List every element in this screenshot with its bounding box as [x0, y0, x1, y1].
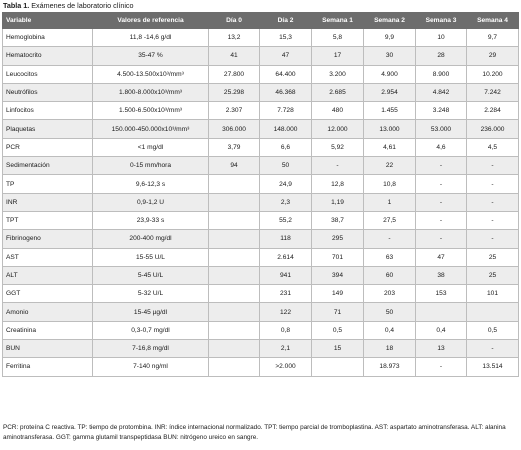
value-cell: 5,92 [312, 138, 364, 156]
table-row [3, 193, 519, 211]
value-cell: 25 [467, 266, 519, 284]
value-cell: 7.242 [467, 83, 519, 101]
value-cell: 4,61 [364, 138, 416, 156]
value-cell: - [467, 193, 519, 211]
reference-cell: 4.500-13.500x10³/mm³ [93, 65, 209, 83]
table-row [3, 47, 519, 65]
value-cell [209, 340, 260, 358]
value-cell: 64.400 [260, 65, 312, 83]
header-cell: Valores de referencia [93, 13, 209, 29]
table-row [3, 120, 519, 138]
variable-cell: Plaquetas [3, 120, 93, 138]
value-cell: 9,9 [364, 29, 416, 47]
value-cell [209, 358, 260, 376]
variable-cell: Creatinina [3, 321, 93, 339]
value-cell: 29 [467, 47, 519, 65]
value-cell: 60 [364, 266, 416, 284]
value-cell: 149 [312, 285, 364, 303]
value-cell: 10 [416, 29, 467, 47]
value-cell: 2.614 [260, 248, 312, 266]
value-cell: 5,8 [312, 29, 364, 47]
header-cell: Semana 1 [312, 13, 364, 29]
value-cell [209, 211, 260, 229]
value-cell [467, 303, 519, 321]
table-row [3, 248, 519, 266]
value-cell: 295 [312, 230, 364, 248]
value-cell: 38,7 [312, 211, 364, 229]
variable-cell: Fibrinogeno [3, 230, 93, 248]
value-cell [209, 248, 260, 266]
header-row [3, 13, 519, 29]
value-cell [209, 230, 260, 248]
value-cell: 101 [467, 285, 519, 303]
value-cell: 30 [364, 47, 416, 65]
value-cell: 13.514 [467, 358, 519, 376]
value-cell: 13,2 [209, 29, 260, 47]
value-cell: 0,4 [364, 321, 416, 339]
value-cell: - [416, 230, 467, 248]
value-cell [209, 285, 260, 303]
variable-cell: PCR [3, 138, 93, 156]
value-cell: 18.973 [364, 358, 416, 376]
value-cell: 15,3 [260, 29, 312, 47]
value-cell: 0,4 [416, 321, 467, 339]
table-footnote: PCR: proteína C reactiva. TP: tiempo de protombina. INR: índice internacional normalizado. TPT: tiempo parcial de tromboplastina. AST: aspartato aminotransferasa. ALT: alanina aminotransferasa. GGT: gamma glutamil transpeptidasa BUN: nitrógeno ureico en sangre. [3, 424, 506, 441]
value-cell: 50 [364, 303, 416, 321]
variable-cell: INR [3, 193, 93, 211]
table-row [3, 321, 519, 339]
table-row [3, 83, 519, 101]
table-row [3, 285, 519, 303]
value-cell: - [467, 157, 519, 175]
value-cell [312, 358, 364, 376]
variable-cell: TP [3, 175, 93, 193]
value-cell: 7.728 [260, 102, 312, 120]
value-cell: 0,5 [312, 321, 364, 339]
reference-cell: 15-55 U/L [93, 248, 209, 266]
value-cell: 47 [260, 47, 312, 65]
reference-cell: 7-140 ng/ml [93, 358, 209, 376]
value-cell: 94 [209, 157, 260, 175]
table-row [3, 358, 519, 376]
reference-cell: 1.800-8.000x10³/mm³ [93, 83, 209, 101]
value-cell: 71 [312, 303, 364, 321]
value-cell: 25.298 [209, 83, 260, 101]
variable-cell: Ferritina [3, 358, 93, 376]
value-cell: 24,9 [260, 175, 312, 193]
lab-results-table [2, 12, 519, 377]
table-row [3, 138, 519, 156]
value-cell: 236.000 [467, 120, 519, 138]
value-cell: - [416, 157, 467, 175]
reference-cell: 1.500-6.500x10³/mm³ [93, 102, 209, 120]
value-cell: 4.900 [364, 65, 416, 83]
table-row [3, 175, 519, 193]
value-cell: 9,7 [467, 29, 519, 47]
value-cell [209, 193, 260, 211]
value-cell: 18 [364, 340, 416, 358]
variable-cell: ALT [3, 266, 93, 284]
header-cell: Semana 2 [364, 13, 416, 29]
table-row [3, 340, 519, 358]
header-cell: Variable [3, 13, 93, 29]
value-cell: - [416, 358, 467, 376]
value-cell: 2.284 [467, 102, 519, 120]
value-cell: 3.200 [312, 65, 364, 83]
value-cell: 480 [312, 102, 364, 120]
value-cell: 10,8 [364, 175, 416, 193]
value-cell: 2.685 [312, 83, 364, 101]
caption-label: Tabla 1. [3, 1, 30, 10]
value-cell: 394 [312, 266, 364, 284]
value-cell: - [467, 230, 519, 248]
value-cell: 701 [312, 248, 364, 266]
header-cell: Semana 3 [416, 13, 467, 29]
header-cell: Día 2 [260, 13, 312, 29]
table-body [3, 29, 519, 377]
reference-cell: 0,3-0,7 mg/dl [93, 321, 209, 339]
reference-cell: 5-45 U/L [93, 266, 209, 284]
variable-cell: GGT [3, 285, 93, 303]
value-cell: 28 [416, 47, 467, 65]
variable-cell: Neutrófilos [3, 83, 93, 101]
reference-cell: 9,6-12,3 s [93, 175, 209, 193]
reference-cell: 7-16,8 mg/dl [93, 340, 209, 358]
table-row [3, 230, 519, 248]
reference-cell: 35-47 % [93, 47, 209, 65]
value-cell: - [467, 175, 519, 193]
caption-text: Exámenes de laboratorio clínico [29, 1, 134, 10]
value-cell: - [364, 230, 416, 248]
reference-cell: 23,9-33 s [93, 211, 209, 229]
table-row [3, 102, 519, 120]
variable-cell: Sedimentación [3, 157, 93, 175]
value-cell: 1,19 [312, 193, 364, 211]
variable-cell: Hemoglobina [3, 29, 93, 47]
value-cell: - [416, 193, 467, 211]
value-cell: - [416, 175, 467, 193]
value-cell: 3,79 [209, 138, 260, 156]
value-cell: 148.000 [260, 120, 312, 138]
value-cell: 47 [416, 248, 467, 266]
value-cell: 1 [364, 193, 416, 211]
value-cell: 12.000 [312, 120, 364, 138]
variable-cell: Leucocitos [3, 65, 93, 83]
value-cell: 38 [416, 266, 467, 284]
value-cell: >2.000 [260, 358, 312, 376]
value-cell: 4.842 [416, 83, 467, 101]
value-cell: 2.307 [209, 102, 260, 120]
value-cell: 2,1 [260, 340, 312, 358]
value-cell: 27.800 [209, 65, 260, 83]
variable-cell: BUN [3, 340, 93, 358]
value-cell: - [467, 211, 519, 229]
table-row [3, 303, 519, 321]
value-cell [209, 175, 260, 193]
reference-cell: 200-400 mg/dl [93, 230, 209, 248]
value-cell: 12,8 [312, 175, 364, 193]
reference-cell: 0,9-1,2 U [93, 193, 209, 211]
table-row [3, 65, 519, 83]
value-cell: 2,3 [260, 193, 312, 211]
table-row [3, 266, 519, 284]
reference-cell: 150.000-450.000x10³/mm³ [93, 120, 209, 138]
table-caption [3, 1, 134, 10]
value-cell: 13.000 [364, 120, 416, 138]
value-cell: 231 [260, 285, 312, 303]
value-cell: 53.000 [416, 120, 467, 138]
table-row [3, 211, 519, 229]
value-cell: 6,6 [260, 138, 312, 156]
header-cell: Semana 4 [467, 13, 519, 29]
value-cell: 122 [260, 303, 312, 321]
value-cell: 118 [260, 230, 312, 248]
variable-cell: Hematocrito [3, 47, 93, 65]
value-cell: 50 [260, 157, 312, 175]
value-cell: 8.900 [416, 65, 467, 83]
value-cell: 1.455 [364, 102, 416, 120]
variable-cell: AST [3, 248, 93, 266]
value-cell: 941 [260, 266, 312, 284]
value-cell: - [312, 157, 364, 175]
value-cell: - [467, 340, 519, 358]
reference-cell: 15-45 µg/dl [93, 303, 209, 321]
value-cell: 306.000 [209, 120, 260, 138]
value-cell: - [416, 211, 467, 229]
value-cell [416, 303, 467, 321]
value-cell: 17 [312, 47, 364, 65]
value-cell: 13 [416, 340, 467, 358]
value-cell: 55,2 [260, 211, 312, 229]
value-cell: 0,5 [467, 321, 519, 339]
value-cell: 10.200 [467, 65, 519, 83]
value-cell: 22 [364, 157, 416, 175]
table-row [3, 29, 519, 47]
value-cell: 2.954 [364, 83, 416, 101]
value-cell: 15 [312, 340, 364, 358]
table-row [3, 157, 519, 175]
variable-cell: Amonio [3, 303, 93, 321]
value-cell [209, 303, 260, 321]
value-cell: 0,8 [260, 321, 312, 339]
value-cell [209, 266, 260, 284]
value-cell: 3.248 [416, 102, 467, 120]
value-cell: 4,6 [416, 138, 467, 156]
value-cell: 203 [364, 285, 416, 303]
header-cell: Día 0 [209, 13, 260, 29]
variable-cell: TPT [3, 211, 93, 229]
value-cell: 46.368 [260, 83, 312, 101]
reference-cell: 11,8 -14,6 g/dl [93, 29, 209, 47]
value-cell: 63 [364, 248, 416, 266]
value-cell: 153 [416, 285, 467, 303]
variable-cell: Linfocitos [3, 102, 93, 120]
reference-cell: <1 mg/dl [93, 138, 209, 156]
value-cell: 27,5 [364, 211, 416, 229]
reference-cell: 5-32 U/L [93, 285, 209, 303]
value-cell: 41 [209, 47, 260, 65]
value-cell [209, 321, 260, 339]
reference-cell: 0-15 mm/hora [93, 157, 209, 175]
value-cell: 25 [467, 248, 519, 266]
value-cell: 4,5 [467, 138, 519, 156]
